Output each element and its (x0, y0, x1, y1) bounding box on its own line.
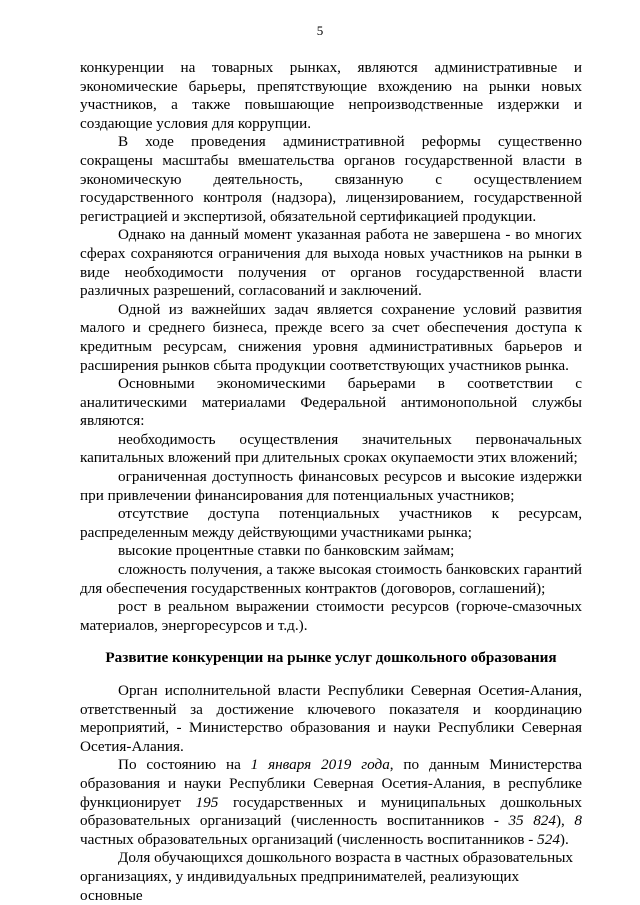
count-state-organizations: 195 (195, 793, 219, 811)
text-run: , по данным Министерства образования и науки Республики Северная Осетия-Алания, в республике функционирует (80, 756, 582, 811)
paragraph-responsible-body: Орган исполнительной власти Республики Северная Осетия-Алания, ответственный за достижение ключевого показателя и координацию мероприятий, - Министерство образования и науки Республики Северная Осетия-Алания. (80, 682, 582, 755)
text-run: государственных и муниципальных дошкольных образовательных организаций (численность воспитанников - (80, 793, 582, 830)
barrier-item: сложность получения, а также высокая стоимость банковских гарантий для обеспечения государственных контрактов (договоров, соглашений); (80, 561, 582, 597)
text-run: По состоянию на (118, 756, 251, 774)
barrier-item: рост в реальном выражении стоимости ресурсов (горюче-смазочных материалов, энергоресурсов и т.д.). (80, 598, 582, 634)
date-value: 1 января 2019 года (250, 756, 390, 774)
barrier-item: отсутствие доступа потенциальных участников к ресурсам, распределенным между действующими участниками рынка; (80, 505, 582, 541)
paragraph-private-share: Доля обучающихся дошкольного возраста в частных образовательных организациях, у индивидуальных предпринимателей, реализующих основные (80, 849, 573, 904)
barrier-item: необходимость осуществления значительных первоначальных капитальных вложений при длительных сроках окупаемости этих вложений; (80, 430, 582, 467)
count-private-pupils: 524 (537, 830, 560, 848)
section-heading: Развитие конкуренции на рынке услуг дошкольного образования (105, 649, 557, 667)
text-run: частных образовательных организаций (численность воспитанников - (80, 830, 538, 848)
barrier-item: высокие процентные ставки по банковским займам; (118, 542, 455, 560)
paragraph-admin-reform: В ходе проведения административной реформы существенно сокращены масштабы вмешательства органов государственной власти в экономическую деятельность, связанную с осуществлением государственного контроля (надзора), лицензированием, государственной регистрацией и экспертизой, обязательной сертификацией продукции. (80, 133, 582, 225)
count-private-organizations: 8 (574, 812, 582, 830)
text-run: ), (555, 812, 575, 830)
page-body (80, 59, 582, 905)
paragraph-statistics (80, 756, 582, 849)
paragraph-fas-barriers: Основными экономическими барьерами в соответствии с аналитическими материалами Федеральной антимонопольной службы являются: (80, 375, 582, 430)
paragraph-small-business: Одной из важнейших задач является сохранение условий развития малого и среднего бизнеса, прежде всего за счет обеспечения доступа к кредитным ресурсам, снижения уровня административных барьеров и расширения рынков сбыта продукции соответствующих участников рынка. (80, 300, 582, 374)
count-state-pupils: 35 824 (508, 812, 556, 830)
text-run: ). (559, 830, 569, 848)
paragraph-barriers-intro: конкуренции на товарных рынках, являются административные и экономические барьеры, препятствующие вхождению на рынки новых участников, а также повышающие непроизводственные издержки и создающие условия для коррупции. (80, 59, 582, 132)
paragraph-restrictions: Однако на данный момент указанная работа не завершена - во многих сферах сохраняются ограничения для выхода новых участников на рынки в виде необходимости получения от органов государственной власти различных разрешений, согласований и заключений. (80, 226, 582, 300)
page-number: 5 (316, 23, 324, 38)
barrier-item: ограниченная доступность финансовых ресурсов и высокие издержки при привлечении финансирования для потенциальных участников; (80, 468, 582, 504)
